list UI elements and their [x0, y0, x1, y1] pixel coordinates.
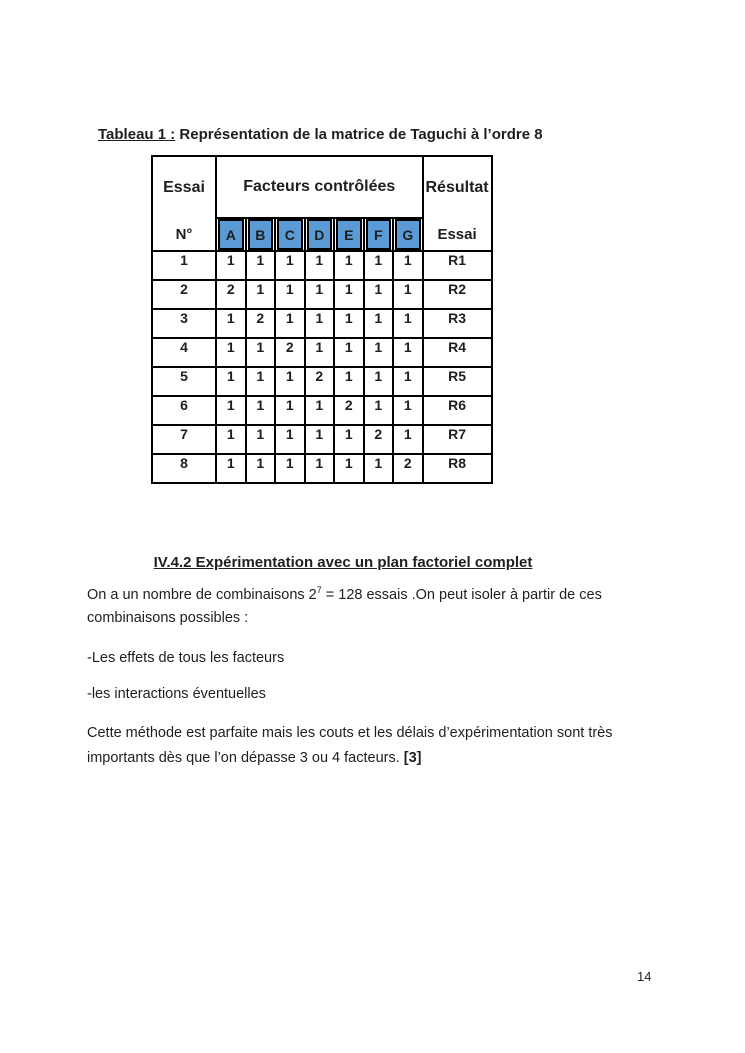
factor-value-cell: 1	[216, 425, 246, 454]
essai-number-cell: 7	[152, 425, 216, 454]
factor-value-cell: 1	[216, 367, 246, 396]
factor-value-cell: 1	[275, 251, 305, 280]
factor-letter: G	[395, 219, 421, 250]
factor-value-cell: 1	[334, 454, 364, 483]
factor-value-cell: 1	[246, 280, 276, 309]
factor-value-cell: 1	[364, 251, 394, 280]
table-row	[152, 425, 492, 454]
factor-value-cell: 1	[216, 251, 246, 280]
factor-value-cell: 1	[305, 338, 335, 367]
result-header-line2: Essai	[437, 225, 477, 243]
factor-value-cell: 2	[334, 396, 364, 425]
factor-value-cell: 1	[275, 454, 305, 483]
table-header-row-1	[152, 156, 492, 218]
essai-number-cell: 4	[152, 338, 216, 367]
factor-value-cell: 2	[275, 338, 305, 367]
factor-letter-cell	[216, 218, 246, 251]
factor-value-cell: 1	[305, 425, 335, 454]
bullet-effets-facteurs: -Les effets de tous les facteurs	[87, 650, 285, 666]
result-col-header	[423, 156, 492, 251]
factor-value-cell: 1	[393, 280, 423, 309]
p1-part2: = 128 essais .On peut isoler à partir de ces	[321, 586, 602, 603]
table-row	[152, 454, 492, 483]
section-heading: IV.4.2 Expérimentation avec un plan factoriel complet	[153, 554, 533, 571]
factor-value-cell: 1	[275, 280, 305, 309]
factor-value-cell: 1	[246, 454, 276, 483]
factor-value-cell: 1	[364, 454, 394, 483]
factor-value-cell: 1	[305, 280, 335, 309]
factor-value-cell: 1	[275, 309, 305, 338]
taguchi-matrix-table	[151, 155, 493, 484]
essai-number-cell: 2	[152, 280, 216, 309]
factor-value-cell: 1	[334, 280, 364, 309]
factor-value-cell: 1	[246, 251, 276, 280]
essai-number-cell: 1	[152, 251, 216, 280]
table-row	[152, 280, 492, 309]
factor-value-cell: 1	[246, 396, 276, 425]
table-row	[152, 338, 492, 367]
factor-value-cell: 1	[393, 425, 423, 454]
factor-letter: D	[307, 219, 333, 250]
factor-value-cell: 1	[393, 367, 423, 396]
result-cell: R7	[423, 425, 492, 454]
factor-value-cell: 1	[364, 338, 394, 367]
p1-part1: On a un nombre de combinaisons 2	[87, 586, 317, 603]
table-caption-label: Tableau 1 :	[98, 126, 176, 143]
paragraph-methode-line2	[87, 750, 422, 766]
factor-letter: A	[218, 219, 244, 250]
bullet-interactions: -les interactions éventuelles	[87, 686, 266, 702]
factor-value-cell: 1	[246, 425, 276, 454]
factor-letter-cell	[334, 218, 364, 251]
factor-value-cell: 1	[305, 454, 335, 483]
factor-value-cell: 1	[275, 367, 305, 396]
factor-letter-cell	[305, 218, 335, 251]
factor-value-cell: 2	[216, 280, 246, 309]
factor-value-cell: 1	[275, 425, 305, 454]
essai-number-cell: 8	[152, 454, 216, 483]
factor-value-cell: 1	[393, 309, 423, 338]
paragraph-combinations-line2: combinaisons possibles :	[87, 610, 249, 626]
result-header-line1: Résultat	[425, 178, 489, 196]
paragraph-combinations-line1	[87, 585, 602, 603]
result-cell: R2	[423, 280, 492, 309]
essai-number-cell: 3	[152, 309, 216, 338]
factor-value-cell: 1	[246, 338, 276, 367]
factor-letter: B	[248, 219, 274, 250]
factor-letter-cell	[275, 218, 305, 251]
table-row	[152, 251, 492, 280]
essai-col-header	[152, 156, 216, 251]
factor-letter-cell	[246, 218, 276, 251]
essai-number-cell: 5	[152, 367, 216, 396]
factor-value-cell: 1	[216, 396, 246, 425]
table-caption-text: Représentation de la matrice de Taguchi à l’ordre 8	[175, 126, 543, 143]
paragraph-methode-line1: Cette méthode est parfaite mais les couts et les délais d’expérimentation sont très	[87, 725, 613, 741]
factor-value-cell: 1	[364, 280, 394, 309]
factor-letter: E	[336, 219, 362, 250]
factor-value-cell: 2	[393, 454, 423, 483]
factor-value-cell: 1	[216, 338, 246, 367]
factor-value-cell: 1	[305, 309, 335, 338]
factor-value-cell: 1	[275, 396, 305, 425]
factor-value-cell: 2	[364, 425, 394, 454]
result-cell: R4	[423, 338, 492, 367]
table-caption	[98, 126, 543, 143]
factor-letter: C	[277, 219, 303, 250]
page-number: 14	[637, 969, 652, 984]
factors-header: Facteurs contrôlées	[216, 156, 423, 218]
result-cell: R8	[423, 454, 492, 483]
p1-superscript: 7	[316, 585, 322, 595]
factor-value-cell: 1	[305, 396, 335, 425]
factor-value-cell: 1	[334, 338, 364, 367]
factor-value-cell: 1	[364, 309, 394, 338]
factor-value-cell: 1	[393, 338, 423, 367]
essai-number-cell: 6	[152, 396, 216, 425]
factor-value-cell: 1	[246, 367, 276, 396]
p2-text: importants dès que l’on dépasse 3 ou 4 facteurs.	[87, 750, 404, 766]
factor-value-cell: 1	[393, 251, 423, 280]
result-cell: R1	[423, 251, 492, 280]
factor-value-cell: 1	[334, 251, 364, 280]
factor-value-cell: 2	[305, 367, 335, 396]
factor-value-cell: 2	[246, 309, 276, 338]
result-cell: R6	[423, 396, 492, 425]
table-row	[152, 309, 492, 338]
factor-value-cell: 1	[334, 367, 364, 396]
factor-letter: F	[366, 219, 392, 250]
citation-reference: [3]	[403, 750, 422, 766]
result-cell: R3	[423, 309, 492, 338]
factor-value-cell: 1	[334, 425, 364, 454]
table-row	[152, 396, 492, 425]
factor-letter-cell	[364, 218, 394, 251]
factor-value-cell: 1	[364, 396, 394, 425]
essai-header-line2: N°	[175, 225, 193, 243]
table-row	[152, 367, 492, 396]
factor-value-cell: 1	[364, 367, 394, 396]
factor-letter-cell	[393, 218, 423, 251]
factor-value-cell: 1	[305, 251, 335, 280]
factor-value-cell: 1	[393, 396, 423, 425]
factor-value-cell: 1	[216, 454, 246, 483]
factor-value-cell: 1	[216, 309, 246, 338]
essai-header-line1: Essai	[163, 178, 205, 196]
factor-value-cell: 1	[334, 309, 364, 338]
result-cell: R5	[423, 367, 492, 396]
